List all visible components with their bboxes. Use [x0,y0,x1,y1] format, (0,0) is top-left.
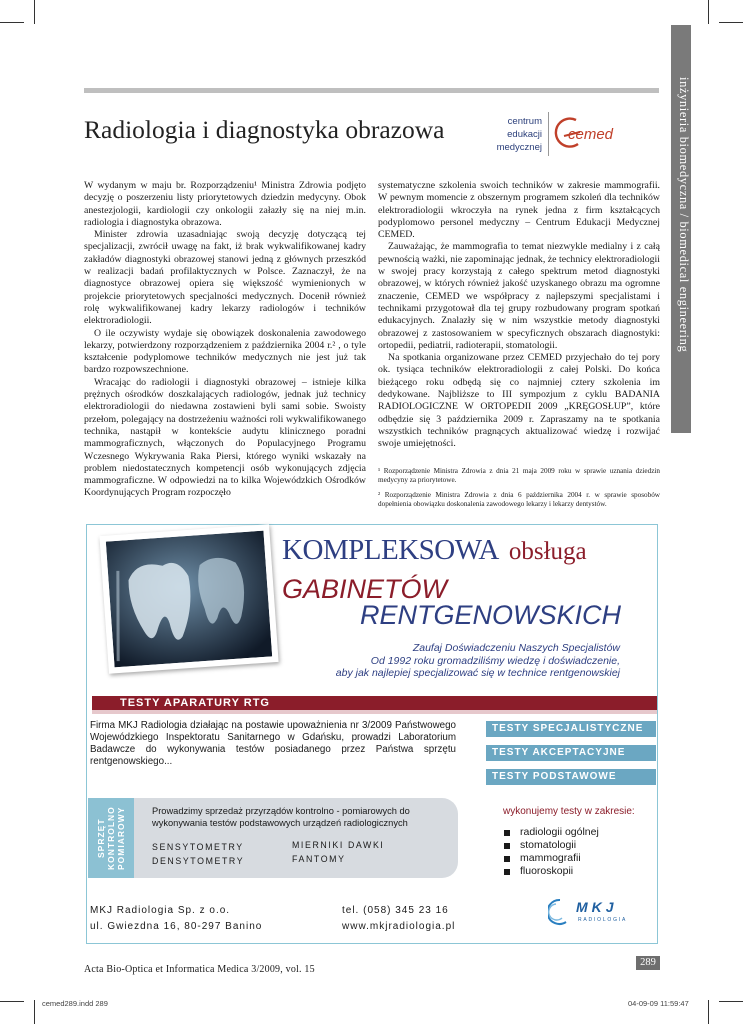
company-address: ul. Gwiezdna 16, 80-297 Banino [90,921,263,932]
list-item: stomatologii [504,839,599,852]
equipment-item: FANTOMY [292,854,346,864]
mkj-radiologia-logo [548,896,644,926]
ad-headline-rentgenowskich: RENTGENOWSKICH [360,600,622,630]
section-tab-label: inżynieria biomedyczna / biomedical engineering [677,77,691,353]
article-column-right [378,180,660,509]
dental-xray-image [99,524,278,674]
top-rule [84,88,659,93]
crop-mark [708,0,709,24]
article-column-left [84,180,366,500]
equipment-side-line: KONTROLNO [106,806,116,870]
mkj-logo-brand: MKJ [576,899,618,915]
paragraph: W wydanym w maju br. Rozporządzeniu¹ Ministra Zdrowia podjęto decyzję o poszerzeniu listy priorytetowych dziedzin medycyny. Obok anestezjologii, kardiologii czy onkologii załazły się na niej m.in. radiologia i diagnostyka obrazowa. [84,180,366,228]
ad-headline-gabinetow: GABINETÓW [282,574,448,604]
print-timestamp: 04-09-09 11:59:47 [628,999,689,1008]
paragraph: Na spotkania organizowane przez CEMED przyjechało do tej pory ok. tysiąca techników elektroradiologii z całej Polski. Do końca bieżącego roku odbędą się co najmniej cztery szkolenia im dedykowane. Najbliższe to III sympozjum z cyklu BADANIA RADIOLOGICZNE W ORTOPEDII 2009 „KRĘGOSŁUP”, które odbędzie się 3 października 2009 r. Zapraszamy na te spotkania wszystkich techników pragnących aktualizować wiedzę i rozwijać swoje umiejętności. [378,352,660,450]
paragraph: Minister zdrowia uzasadniając swoją decyzję dotyczącą tej specjalizacji, zwrócił uwagę na fakt, iż brak wykwalifikowanej kadry zakładów diagnostyki obrazowej stanowi jedną z głównych przeszkód w realizacji badań profilaktycznych w Polsce. Zaznaczył, że na diagnostyce obrazowej opiera się większość wymienionych w projekcie priorytetowych specjalności medycznych. Docenił również rolę wykwalifikowanej kadry lekarzy radiologów i techników elektroradiologii. [84,229,366,327]
cemed-logo-brand: cemed [568,126,614,143]
page-number: 289 [636,956,660,970]
equipment-side-label [88,798,134,878]
bar-shadow [92,710,657,714]
scope-title: wykonujemy testy w zakresie: [503,806,635,817]
cemed-logo [554,114,634,150]
paragraph: O ile oczywisty wydaje się obowiązek doskonalenia zawodowego lekarzy, potwierdzony rozporządzeniem z października 2004 r.² , o tyle kształcenie podyplomowe techników medycznych nie jest już tak bardzo rozpowszechnione. [84,327,366,376]
tests-bar: TESTY APARATURY RTG [92,696,657,710]
ad-headline [282,534,587,567]
list-item: fluoroskopii [504,865,599,878]
journal-footer: Acta Bio-Optica et Informatica Medica 3/2009, vol. 15 [84,964,315,975]
crop-mark [719,22,743,23]
company-phone: tel. (058) 345 23 16 [342,905,449,916]
footnote: ¹ Rozporządzenie Ministra Zdrowia z dnia 21 maja 2009 roku w sprawie uznania dziedzin medycyny za priorytetowe. [378,466,660,484]
tests-specialist-label: TESTY SPECJALISTYCZNE [486,721,656,737]
ad-headline-sub: obsługa [508,538,587,565]
cemed-logo-line: centrum [507,116,542,127]
crop-mark [0,1001,24,1002]
paragraph: Zauważając, że mammografia to temat niezwykle medialny i z całą pewnością ważki, nie zapominając jednak, że technicy elektroradiologii w swojej pracy korzystają z całego spektrum metod diagnostyki obrazowej, w których również jakość uzyskanego obrazu ma ogromne znaczenie, CEMED we współpracy z najlepszymi specjalistami i technikami przygotował dla tej grupy rozbudowany program spotkań edukacyjnych. Znalazły się w nim wszystkie metody diagnostyki obrazowej z zastosowaniem w specyficznych obszarach diagnostyki: ortopedii, pediatrii, radioterapii, stomatologii. [378,241,660,351]
ad-tagline-line: aby jak najlepiej specjalizować się w technice rentgenowskiej [335,667,620,679]
company-website: www.mkjradiologia.pl [342,921,456,932]
ad-tagline-line: Zaufaj Doświadczeniu Naszych Specjalistów [412,642,620,654]
tests-acceptance-label: TESTY AKCEPTACYJNE [486,745,656,761]
page-title: Radiologia i diagnostyka obrazowa [84,115,445,144]
cemed-logo-text [470,115,542,154]
ad-tagline [280,642,620,680]
scope-list [504,826,599,878]
crop-mark [0,22,24,23]
paragraph: systematyczne szkolenia swoich techników w zakresie mammografii. W pewnym momencie z obszernym programem szkoleń dla techników elektroradiologii wkroczyła na rynek jedna z firm kształcących podyplomowo personel medyczny – Centrum Edukacji Medycznej CEMED. [378,180,660,241]
equipment-item: SENSYTOMETRY [152,842,244,852]
crop-mark [34,1000,35,1024]
crop-mark [719,1001,743,1002]
footnote: ² Rozporządzenie Ministra Zdrowia z dnia 6 października 2004 r. w sprawie sposobów dopełnienia obowiązku doskonalenia zawodowego lekarzy i lekarzy dentystów. [378,490,660,508]
company-name: MKJ Radiologia Sp. z o.o. [90,905,231,916]
tests-basic-label: TESTY PODSTAWOWE [486,769,656,785]
equipment-intro: Prowadzimy sprzedaż przyrządów kontrolno - pomiarowych do wykonywania testów podstawowych urządzeń radiologicznych [152,806,410,828]
equipment-side-line: SPRZĘT [96,818,106,858]
paragraph: Wracając do radiologii i diagnostyki obrazowej – istnieje kilka prężnych ośrodków doszkalających radiologów, jednak już technicy elektroradiologii do niedawna zostawieni byli sami sobie. Swoisty przełom, polegający na dostrzeżeniu ważności roli wykwalifikowanego technika, nastąpił w kontekście audytu klinicznego poradni mammograficznych, włączonych do Populacyjnego Programu Wczesnego Wykrywania Raka Piersi, którego wyniki wskazały na problem niedostatecznych kompetencji osób wykonujących zdjęcia mammograficzne. W odpowiedzi na to kilka Wojewódzkich Ośrodków Koordynujących Program rozpoczęło [84,376,366,499]
cemed-logo-line: edukacji [507,129,542,140]
indd-slug: cemed289.indd 289 [42,999,108,1008]
list-item: mammografii [504,852,599,865]
cemed-logo-line: medycznej [496,142,542,153]
crop-mark [34,0,35,24]
mkj-logo-sub: RADIOLOGIA [578,917,628,923]
equipment-item: MIERNIKI DAWKI [292,840,385,850]
equipment-side-line: POMIAROWY [116,806,126,870]
list-item: radiologii ogólnej [504,826,599,839]
equipment-item: DENSYTOMETRY [152,856,245,866]
crop-mark [708,1000,709,1024]
ad-tagline-line: Od 1992 roku gromadziliśmy wiedzę i doświadczenie, [370,654,620,667]
ad-headline-main: KOMPLEKSOWA [282,534,499,566]
logo-divider [548,112,549,156]
ad-body-text: Firma MKJ Radiologia działając na postawie upoważnienia nr 3/2009 Państwowego Wojewódzkiego Inspektoratu Sanitarnego w Gdańsku, prowadzi Laboratorium Badawcze do wykonywania testów posiadanego przez Państwa sprzętu rentgenowskiego... [90,720,456,767]
